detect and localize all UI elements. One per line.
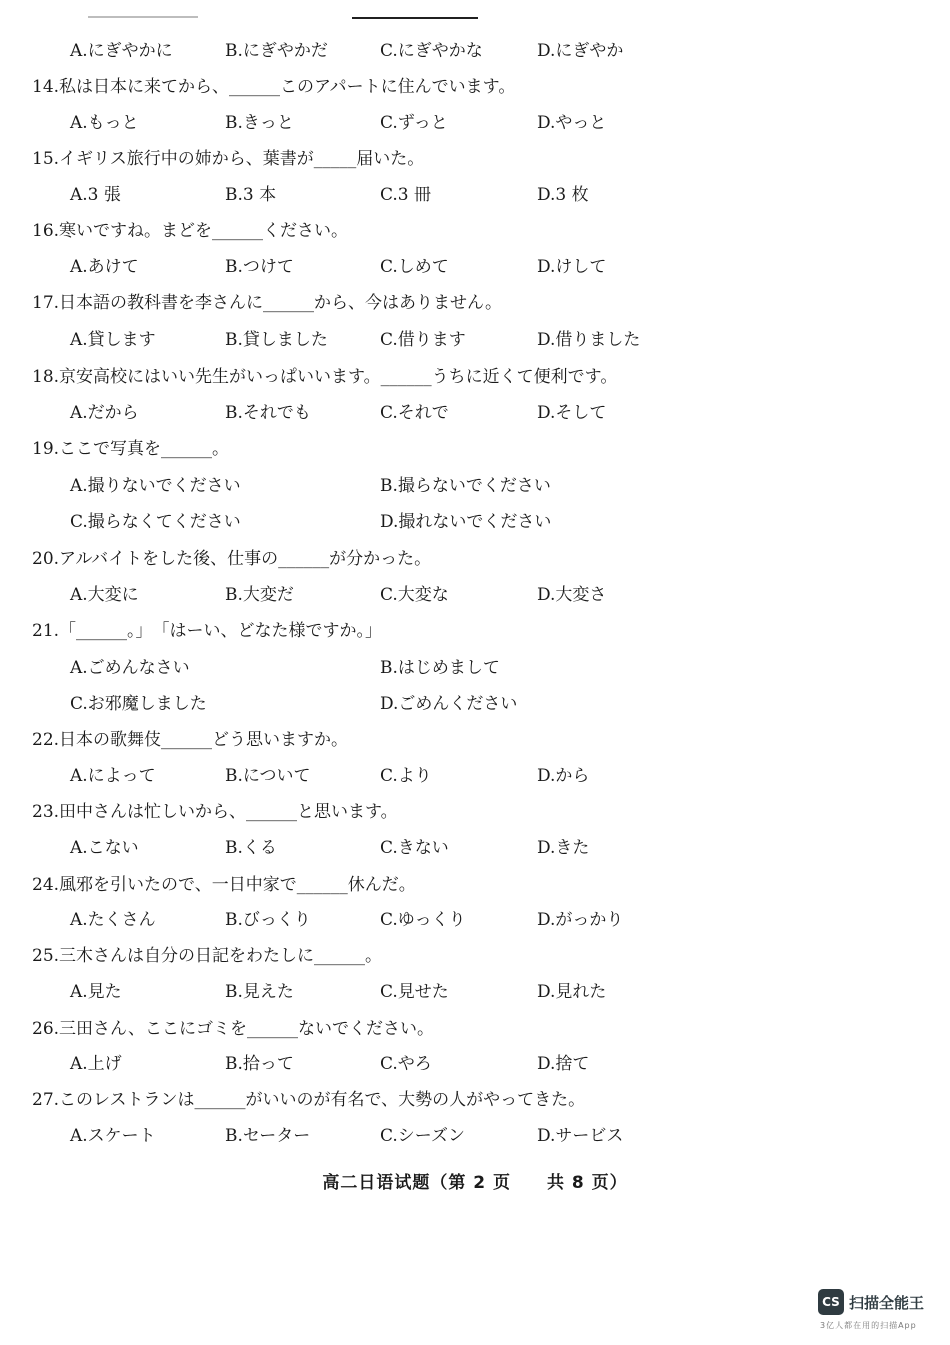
option-b: B.はじめまして bbox=[380, 658, 500, 678]
question-23: 23.田中さんは忙しいから、______と思います。 bbox=[32, 802, 398, 822]
option-a: A.大変に bbox=[70, 585, 139, 605]
option-d: D.見れた bbox=[537, 982, 607, 1002]
option-a: A.たくさん bbox=[70, 910, 156, 930]
option-c: C.3 冊 bbox=[380, 185, 432, 205]
option-b: B.見えた bbox=[225, 982, 294, 1002]
q18-options bbox=[70, 398, 920, 424]
scanner-brand: 扫描全能王 bbox=[849, 1294, 925, 1312]
q14-options bbox=[70, 108, 920, 134]
question-15: 15.イギリス旅行中の姉から、葉書が_____届いた。 bbox=[32, 149, 425, 169]
cs-logo-icon: CS bbox=[818, 1289, 844, 1315]
option-c: C.ずっと bbox=[380, 113, 448, 133]
option-b: B.びっくり bbox=[225, 910, 311, 930]
option-c: C.きない bbox=[380, 838, 449, 858]
q17-options bbox=[70, 325, 920, 351]
q23-options bbox=[70, 833, 920, 859]
option-d: D.がっかり bbox=[537, 910, 624, 930]
question-27: 27.このレストランは______がいいのが有名で、大勢の人がやってきた。 bbox=[32, 1090, 586, 1110]
q22-options bbox=[70, 761, 920, 787]
option-d: D.やっと bbox=[537, 113, 607, 133]
q27-options bbox=[70, 1121, 920, 1147]
option-d: D.にぎやか bbox=[537, 41, 624, 61]
option-a: A.上げ bbox=[70, 1054, 122, 1074]
option-a: A.見た bbox=[70, 982, 122, 1002]
option-b: B.撮らないでください bbox=[380, 476, 551, 496]
option-d: D.借りました bbox=[537, 330, 641, 350]
top-edge-marks bbox=[0, 12, 950, 22]
option-c: C.撮らなくてください bbox=[70, 512, 241, 532]
option-d: D.撮れないでください bbox=[380, 512, 552, 532]
option-d: D.そして bbox=[537, 403, 607, 423]
option-a: A.あけて bbox=[70, 257, 139, 277]
option-a: A.3 張 bbox=[70, 185, 121, 205]
option-b: B.にぎやかだ bbox=[225, 41, 328, 61]
option-c: C.より bbox=[380, 766, 432, 786]
option-a: A.撮りないでください bbox=[70, 476, 241, 496]
page-footer: 高二日语试题（第 2 页 共 8 页） bbox=[322, 1173, 628, 1193]
option-a: A.もっと bbox=[70, 113, 139, 133]
q19-options-row-2 bbox=[70, 507, 920, 533]
option-c: C.ゆっくり bbox=[380, 910, 466, 930]
option-b: B.セーター bbox=[225, 1126, 311, 1146]
option-c: C.借ります bbox=[380, 330, 466, 350]
option-d: D.捨て bbox=[537, 1054, 590, 1074]
option-c: C.見せた bbox=[380, 982, 449, 1002]
q19-options-row-1 bbox=[70, 471, 920, 497]
question-24: 24.風邪を引いたので、一日中家で______休んだ。 bbox=[32, 875, 416, 895]
q25-options bbox=[70, 977, 920, 1003]
option-d: D.けして bbox=[537, 257, 607, 277]
question-21: 21.「______。」 「はーい、どなた様ですか。」 bbox=[32, 621, 383, 641]
option-d: D.から bbox=[537, 766, 590, 786]
q24-options bbox=[70, 905, 920, 931]
scanner-watermark bbox=[818, 1289, 938, 1334]
option-c: C.しめて bbox=[380, 257, 449, 277]
option-b: B.きっと bbox=[225, 113, 294, 133]
q20-options bbox=[70, 580, 920, 606]
question-14: 14.私は日本に来てから、______このアパートに住んでいます。 bbox=[32, 77, 516, 97]
q26-options bbox=[70, 1049, 920, 1075]
option-a: A.にぎやかに bbox=[70, 41, 173, 61]
option-a: A.ごめんなさい bbox=[70, 658, 190, 678]
option-a: A.だから bbox=[70, 403, 139, 423]
q15-options bbox=[70, 180, 920, 206]
question-22: 22.日本の歌舞伎______どう思いますか。 bbox=[32, 730, 349, 750]
option-c: C.大変な bbox=[380, 585, 449, 605]
q21-options-row-2 bbox=[70, 689, 920, 715]
question-19: 19.ここで写真を______。 bbox=[32, 439, 230, 459]
question-18: 18.京安高校にはいい先生がいっぱいいます。______うちに近くて便利です。 bbox=[32, 367, 618, 387]
option-b: B.大変だ bbox=[225, 585, 294, 605]
scanner-tagline: 3亿人都在用的扫描App bbox=[820, 1321, 917, 1330]
option-c: C.シーズン bbox=[380, 1126, 465, 1146]
answer-line-mark bbox=[352, 17, 478, 19]
option-d: D.大変さ bbox=[537, 585, 607, 605]
option-c: C.にぎやかな bbox=[380, 41, 483, 61]
option-b: B.拾って bbox=[225, 1054, 294, 1074]
question-17: 17.日本語の教科書を李さんに______から、今はありません。 bbox=[32, 293, 503, 313]
question-25: 25.三木さんは自分の日記をわたしに______。 bbox=[32, 946, 383, 966]
option-d: D.サービス bbox=[537, 1126, 624, 1146]
option-b: B.3 本 bbox=[225, 185, 277, 205]
option-b: B.くる bbox=[225, 838, 277, 858]
scan-mark bbox=[88, 16, 198, 18]
option-c: C.お邪魔しました bbox=[70, 694, 207, 714]
q16-options bbox=[70, 252, 920, 278]
question-26: 26.三田さん、ここにゴミを______ないでください。 bbox=[32, 1019, 435, 1039]
option-b: B.貸しました bbox=[225, 330, 328, 350]
option-a: A.によって bbox=[70, 766, 156, 786]
option-d: D.きた bbox=[537, 838, 590, 858]
question-16: 16.寒いですね。まどを______ください。 bbox=[32, 221, 349, 241]
option-c: C.やろ bbox=[380, 1054, 432, 1074]
option-a: A.こない bbox=[70, 838, 139, 858]
option-a: A.スケート bbox=[70, 1126, 156, 1146]
option-d: D.ごめんください bbox=[380, 694, 518, 714]
option-b: B.について bbox=[225, 766, 311, 786]
q13-options bbox=[70, 36, 920, 62]
question-20: 20.アルバイトをした後、仕事の______が分かった。 bbox=[32, 549, 432, 569]
q21-options-row-1 bbox=[70, 653, 920, 679]
option-b: B.それでも bbox=[225, 403, 311, 423]
option-d: D.3 枚 bbox=[537, 185, 589, 205]
option-c: C.それで bbox=[380, 403, 449, 423]
option-a: A.貸します bbox=[70, 330, 156, 350]
option-b: B.つけて bbox=[225, 257, 294, 277]
